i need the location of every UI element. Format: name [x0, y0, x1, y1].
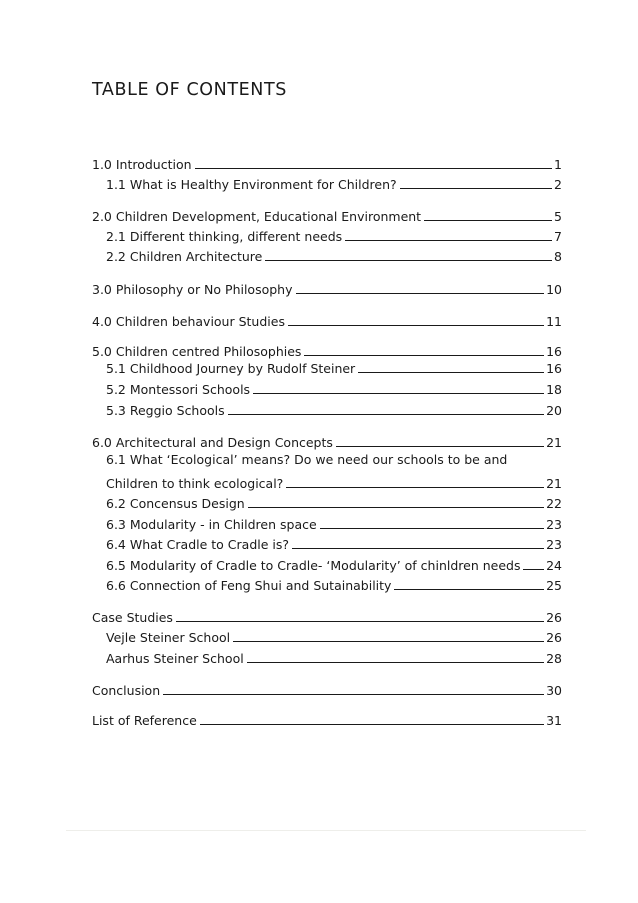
toc-entry-5-2[interactable]	[106, 379, 562, 397]
footer-divider	[66, 830, 586, 831]
toc-page-number: 16	[546, 344, 562, 359]
toc-leader-line	[176, 621, 544, 622]
toc-entry-2-2[interactable]	[106, 246, 562, 264]
toc-leader-line	[336, 446, 544, 447]
toc-page-number: 8	[554, 249, 562, 264]
toc-entry-label: List of Reference	[92, 713, 197, 728]
toc-entry-label: 5.2 Montessori Schools	[106, 382, 251, 397]
toc-entry-label: 5.3 Reggio Schools	[106, 403, 225, 418]
toc-entry-6-0[interactable]	[92, 432, 562, 450]
toc-entry-label: 6.0 Architectural and Design Concepts	[92, 435, 333, 450]
toc-entry-5-1[interactable]	[106, 358, 562, 376]
toc-page-number: 20	[546, 403, 562, 418]
toc-page-number: 22	[546, 496, 562, 511]
toc-leader-line	[394, 589, 544, 590]
toc-leader-line	[523, 569, 544, 570]
toc-entry-label: 4.0 Children behaviour Studies	[92, 314, 285, 329]
toc-entry-label: 1.1 What is Healthy Environment for Children?	[106, 177, 397, 192]
toc-leader-line	[400, 188, 552, 189]
toc-entry-3-0[interactable]	[92, 279, 562, 297]
toc-leader-line	[253, 393, 544, 394]
toc-leader-line	[424, 220, 552, 221]
toc-entry-6-5[interactable]	[106, 555, 562, 573]
toc-entry-references[interactable]	[92, 710, 562, 728]
toc-entry-case-studies[interactable]	[92, 607, 562, 625]
toc-entry-1-0[interactable]	[92, 154, 562, 172]
toc-entry-label: 2.0 Children Development, Educational Environment	[92, 209, 422, 224]
toc-leader-line	[200, 724, 544, 725]
toc-page-number: 11	[546, 314, 562, 329]
toc-leader-line	[248, 507, 544, 508]
toc-entry-label: 5.0 Children centred Philosophies	[92, 344, 302, 359]
page-title: TABLE OF CONTENTS	[92, 80, 288, 100]
toc-leader-line	[358, 372, 544, 373]
toc-page-number: 30	[546, 683, 562, 698]
toc-leader-line	[345, 240, 552, 241]
toc-page-number: 21	[546, 476, 562, 491]
toc-page-number: 7	[554, 229, 562, 244]
toc-page-number: 2	[554, 177, 562, 192]
toc-page-number: 26	[546, 610, 562, 625]
toc-leader-line	[296, 293, 545, 294]
toc-leader-line	[163, 694, 544, 695]
toc-entry-label: 3.0 Philosophy or No Philosophy	[92, 282, 293, 297]
toc-entry-6-6[interactable]	[106, 575, 562, 593]
toc-entry-label: Case Studies	[92, 610, 173, 625]
toc-leader-line	[286, 487, 544, 488]
toc-page-number: 18	[546, 382, 562, 397]
toc-entry-label: 6.4 What Cradle to Cradle is?	[106, 537, 290, 552]
toc-entry-aarhus[interactable]	[106, 648, 562, 666]
toc-entry-label: 2.2 Children Architecture	[106, 249, 263, 264]
toc-entry-label: 6.6 Connection of Feng Shui and Sutainability	[106, 578, 392, 593]
toc-page-number: 10	[546, 282, 562, 297]
toc-entry-2-0[interactable]	[92, 206, 562, 224]
toc-entry-6-4[interactable]	[106, 534, 562, 552]
toc-page-number: 5	[554, 209, 562, 224]
toc-page-number: 24	[546, 558, 562, 573]
toc-entry-label: 6.2 Concensus Design	[106, 496, 245, 511]
toc-page-number: 1	[554, 157, 562, 172]
toc-entry-label: 1.0 Introduction	[92, 157, 192, 172]
toc-entry-6-1[interactable]	[106, 473, 562, 491]
toc-entry-5-0[interactable]	[92, 341, 562, 359]
toc-entry-label: Children to think ecological?	[106, 476, 284, 491]
toc-leader-line	[195, 168, 552, 169]
toc-entry-1-1[interactable]	[106, 174, 562, 192]
toc-entry-6-3[interactable]	[106, 514, 562, 532]
toc-entry-2-1[interactable]	[106, 226, 562, 244]
toc-entry-label: 6.5 Modularity of Cradle to Cradle- ‘Modularity’ of chinldren needs	[106, 558, 521, 573]
toc-entry-label: 6.3 Modularity - in Children space	[106, 517, 317, 532]
toc-page-number: 26	[546, 630, 562, 645]
toc-entry-label: Aarhus Steiner School	[106, 651, 244, 666]
toc-entry-label: 2.1 Different thinking, different needs	[106, 229, 343, 244]
toc-page-number: 25	[546, 578, 562, 593]
toc-entry-label: Conclusion	[92, 683, 161, 698]
toc-page-number: 23	[546, 537, 562, 552]
toc-leader-line	[228, 414, 544, 415]
toc-page-number: 21	[546, 435, 562, 450]
toc-leader-line	[292, 548, 544, 549]
toc-entry-6-1-line-1[interactable]: 6.1 What ‘Ecological’ means? Do we need our schools to be and	[106, 452, 508, 467]
toc-entry-label: 5.1 Childhood Journey by Rudolf Steiner	[106, 361, 356, 376]
toc-entry-vejle[interactable]	[106, 627, 562, 645]
toc-page-number: 16	[546, 361, 562, 376]
toc-leader-line	[265, 260, 552, 261]
toc-leader-line	[233, 641, 544, 642]
toc-entry-6-2[interactable]	[106, 493, 562, 511]
toc-leader-line	[320, 528, 544, 529]
toc-entry-conclusion[interactable]	[92, 680, 562, 698]
toc-leader-line	[247, 662, 544, 663]
toc-entry-4-0[interactable]	[92, 311, 562, 329]
toc-entry-label: Vejle Steiner School	[106, 630, 231, 645]
toc-leader-line	[304, 355, 544, 356]
toc-page-number: 23	[546, 517, 562, 532]
toc-leader-line	[288, 325, 544, 326]
toc-entry-5-3[interactable]	[106, 400, 562, 418]
toc-page-number: 28	[546, 651, 562, 666]
toc-page-number: 31	[546, 713, 562, 728]
